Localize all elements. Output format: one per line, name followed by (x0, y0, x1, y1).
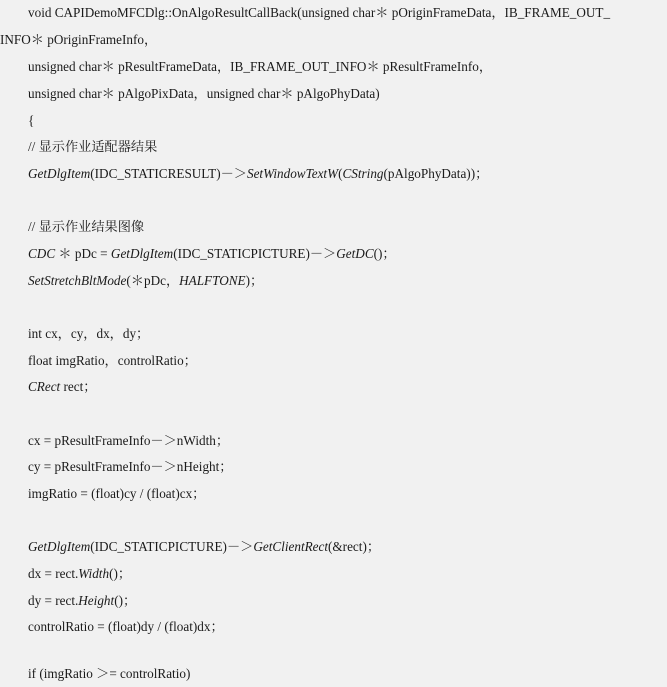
code-line-13 (28, 321, 667, 347)
code-identifier: GetDlgItem (110, 246, 174, 261)
code-text: ＊ pDc = (55, 246, 111, 261)
code-line-7 (28, 161, 667, 187)
code-line-22 (28, 561, 667, 587)
code-line-16 (28, 401, 667, 427)
code-text: )； (245, 273, 264, 288)
code-line-11 (28, 268, 667, 294)
code-text: (&rect)； (328, 539, 381, 554)
code-text: dx = rect. (28, 566, 79, 581)
code-line-14 (28, 348, 667, 374)
code-text: ( (338, 166, 343, 181)
code-identifier: GetDC (336, 246, 374, 261)
code-text: // 显示作业结果图像 (28, 219, 145, 234)
code-text: unsigned char＊ pResultFrameData，IB_FRAME_OUT_INFO＊ pResultFrameInfo， (28, 59, 493, 74)
code-text: (＊pDc， (126, 273, 180, 288)
code-line-6 (28, 134, 667, 160)
code-identifier: HALFTONE (179, 273, 246, 288)
code-line-2 (0, 27, 667, 53)
code-identifier: Width (78, 566, 110, 581)
code-text: if (imgRatio ＞= controlRatio) (28, 666, 191, 681)
code-identifier: CString (342, 166, 384, 181)
code-line-15 (28, 374, 667, 400)
code-line-8 (28, 188, 667, 214)
code-line-9 (28, 214, 667, 240)
code-line-20 (28, 508, 667, 534)
code-line-18 (28, 454, 667, 480)
code-line-12 (28, 294, 667, 320)
code-identifier: CDC (28, 246, 56, 261)
code-text: dy = rect. (28, 593, 79, 608)
code-text: imgRatio = (float)cy / (float)cx； (28, 486, 206, 501)
code-text: float imgRatio，controlRatio； (28, 353, 197, 368)
code-text: controlRatio = (float)dy / (float)dx； (28, 619, 224, 634)
code-line-21 (28, 534, 667, 560)
code-line-4 (28, 81, 667, 107)
code-identifier: GetDlgItem (28, 166, 91, 181)
code-identifier: GetClientRect (253, 539, 329, 554)
code-identifier: CRect (28, 379, 61, 394)
code-text: { (28, 113, 35, 128)
code-identifier: SetStretchBltMode (28, 273, 127, 288)
code-text: (IDC_STATICPICTURE)－＞ (173, 246, 337, 261)
code-identifier: GetDlgItem (28, 539, 91, 554)
code-text: (IDC_STATICRESULT)－＞ (90, 166, 247, 181)
code-line-1 (28, 0, 667, 26)
code-text: cy = pResultFrameInfo－＞nHeight； (28, 459, 233, 474)
code-text: (IDC_STATICPICTURE)－＞ (90, 539, 254, 554)
code-line-17 (28, 428, 667, 454)
code-text: unsigned char＊ pAlgoPixData，unsigned char＊ pAlgoPhyData) (28, 86, 380, 101)
code-line-26 (28, 661, 667, 687)
code-line-3 (28, 54, 667, 80)
code-text: cx = pResultFrameInfo－＞nWidth； (28, 433, 230, 448)
code-text: ()； (373, 246, 396, 261)
code-line-19 (28, 481, 667, 507)
code-line-5 (28, 108, 667, 134)
code-line-23 (28, 588, 667, 614)
code-text: INFO＊ pOriginFrameInfo， (0, 32, 158, 47)
code-line-10 (28, 241, 667, 267)
code-identifier: Height (78, 593, 115, 608)
code-text: // 显示作业适配器结果 (28, 139, 158, 154)
code-text: (pAlgoPhyData))； (383, 166, 489, 181)
code-identifier: SetWindowTextW (246, 166, 339, 181)
code-line-24 (28, 614, 667, 640)
code-text: ()； (109, 566, 132, 581)
code-text: void CAPIDemoMFCDlg::OnAlgoResultCallBack(unsigned char＊ pOriginFrameData，IB_FRAME_OUT_ (28, 5, 611, 20)
code-text: ()； (114, 593, 137, 608)
code-text: rect； (60, 379, 97, 394)
code-text: int cx，cy，dx，dy； (28, 326, 150, 341)
